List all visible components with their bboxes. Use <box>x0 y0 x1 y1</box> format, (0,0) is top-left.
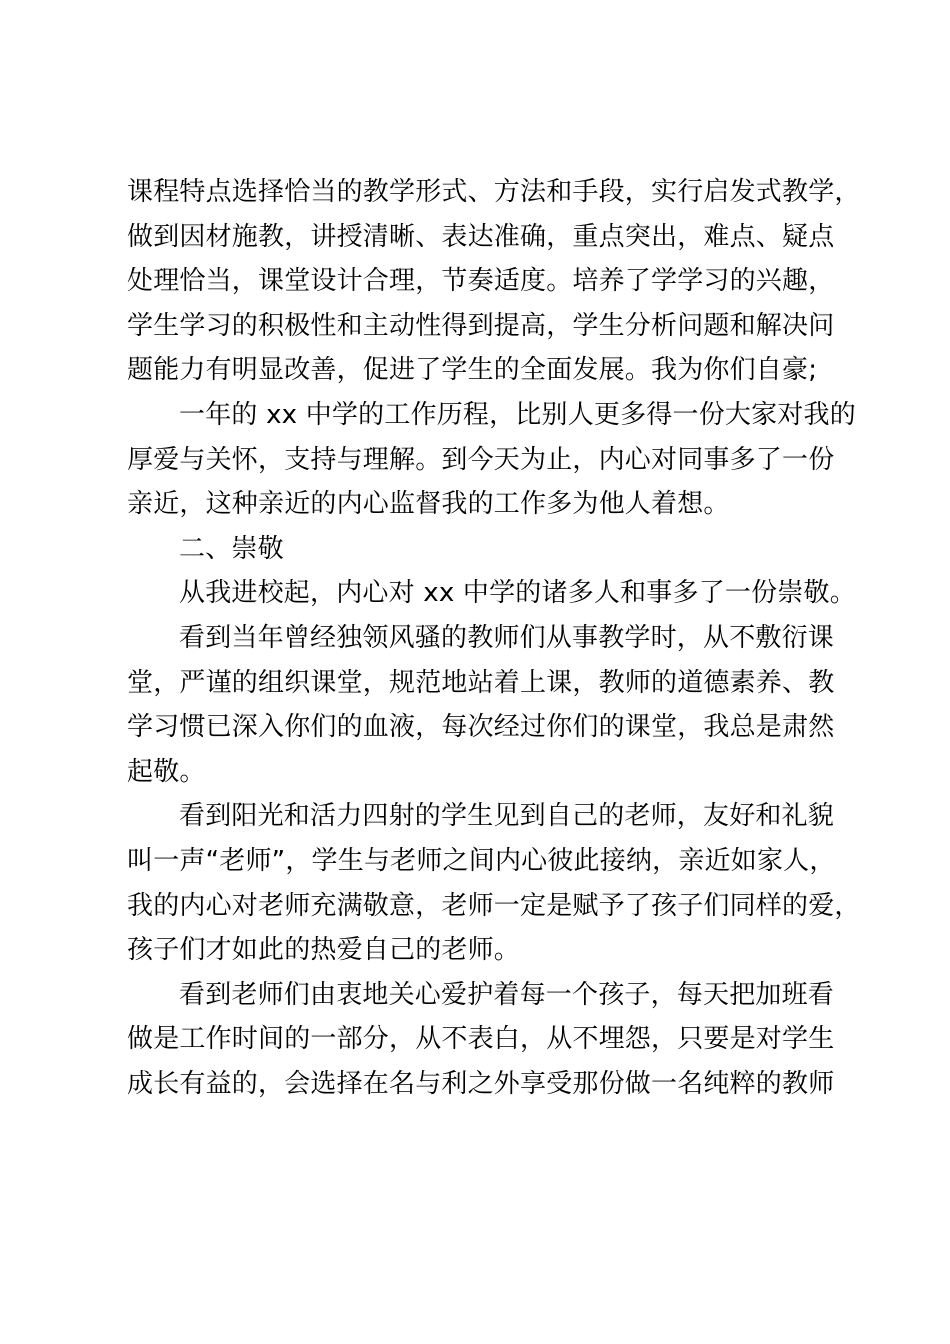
text-line: 一年的 xx 中学的工作历程，比别人更多得一份大家对我的 <box>179 399 856 430</box>
text-line: 学生学习的积极性和主动性得到提高，学生分析问题和解决问 <box>127 310 835 341</box>
text-line: 学习惯已深入你们的血液，每次经过你们的课堂，我总是肃然 <box>127 712 835 743</box>
text-line: 看到当年曾经独领风骚的教师们从事教学时，从不敷衍课 <box>179 622 835 653</box>
text-line: 厚爱与关怀，支持与理解。到今天为止，内心对同事多了一份 <box>127 444 835 475</box>
text-line: 做到因材施教，讲授清晰、表达准确，重点突出，难点、疑点 <box>127 221 835 252</box>
text-line: 看到阳光和活力四射的学生见到自己的老师，友好和礼貌 <box>179 801 835 832</box>
body-text <box>127 170 861 1106</box>
text-line: 亲近，这种亲近的内心监督我的工作多为他人着想。 <box>127 489 730 520</box>
text-line: 课程特点选择恰当的教学形式、方法和手段，实行启发式教学， <box>127 177 861 207</box>
text-line: 做是工作时间的一部分，从不表白，从不埋怨，只要是对学生 <box>127 1024 835 1055</box>
text-line: 叫一声“老师”，学生与老师之间内心彼此接纳，亲近如家人， <box>127 845 836 876</box>
text-line: 起敬。 <box>127 756 206 787</box>
text-line: 从我进校起，内心对 xx 中学的诸多人和事多了一份崇敬。 <box>179 578 856 609</box>
text-line: 处理恰当，课堂设计合理，节奏适度。培养了学学习的兴趣， <box>127 266 835 297</box>
text-line: 孩子们才如此的热爱自己的老师。 <box>127 935 521 966</box>
text-line: 我的内心对老师充满敬意，老师一定是赋予了孩子们同样的爱， <box>127 890 861 921</box>
text-line: 堂，严谨的组织课堂，规范地站着上课，教师的道德素养、教 <box>127 667 835 698</box>
section-heading: 二、崇敬 <box>179 533 284 564</box>
text-line: 题能力有明显改善，促进了学生的全面发展。我为你们自豪; <box>127 355 818 386</box>
text-line: 看到老师们由衷地关心爱护着每一个孩子，每天把加班看 <box>179 979 835 1010</box>
text-line: 成长有益的，会选择在名与利之外享受那份做一名纯粹的教师 <box>127 1068 835 1099</box>
